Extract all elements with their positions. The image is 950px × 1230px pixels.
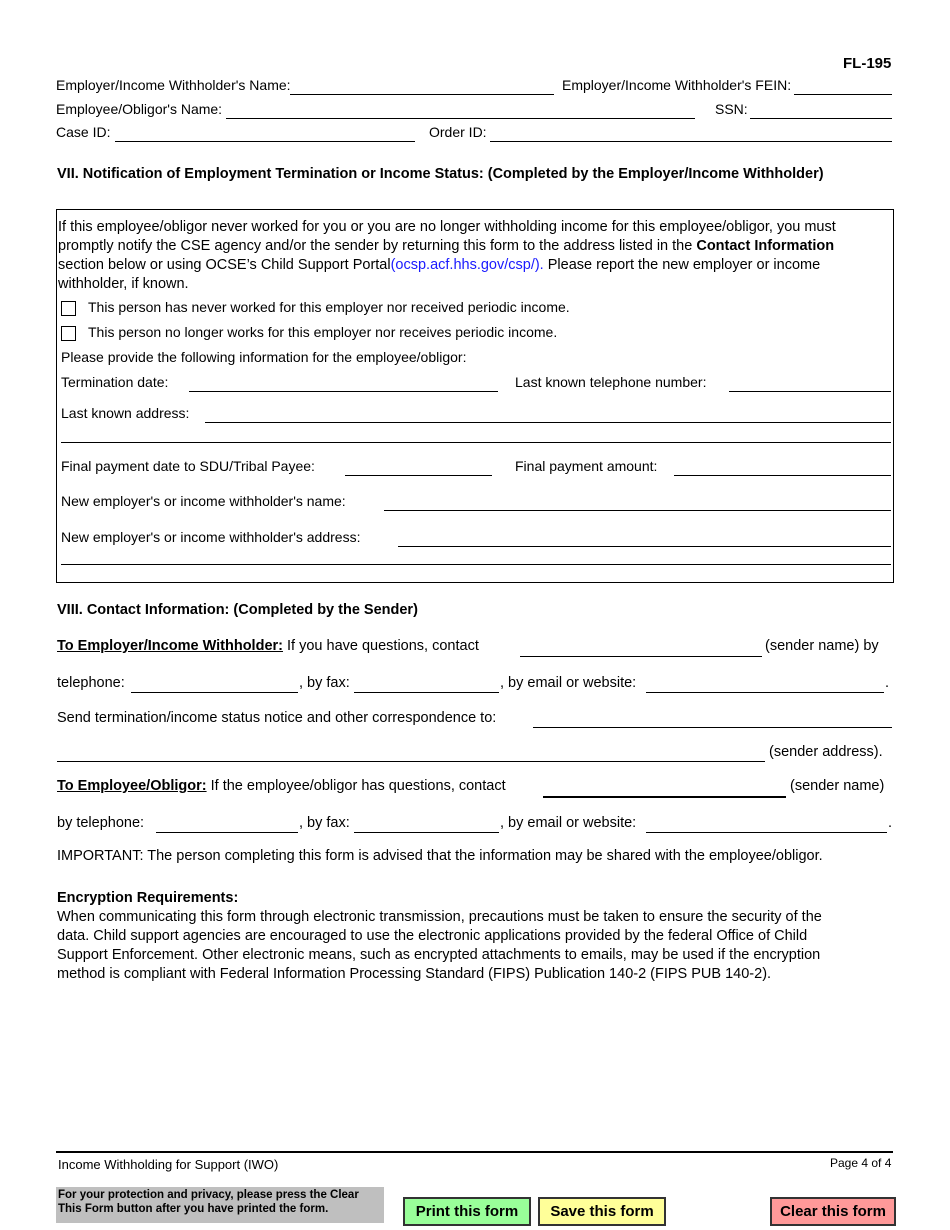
privacy-notice [56, 1187, 384, 1223]
form-id: FL-195 [843, 55, 892, 72]
encryption-line-2: data. Child support agencies are encouraged to use the electronic applications provided by the federal Office of Child [57, 928, 808, 944]
final-payment-amount-label: Final payment amount: [515, 458, 658, 474]
case-id-field[interactable] [115, 141, 415, 142]
privacy-line-2: This Form button after you have printed the form. [58, 1203, 329, 1215]
sender-address-field[interactable] [57, 761, 765, 762]
telephone-label: telephone: [57, 675, 125, 691]
last-phone-label: Last known telephone number: [515, 374, 707, 390]
no-longer-works-checkbox[interactable] [61, 326, 76, 341]
important-notice: IMPORTANT: The person completing this form is advised that the information may be shared with the employee/obligor. [57, 848, 823, 864]
save-form-button[interactable]: Save this form [538, 1197, 666, 1226]
new-employer-address-field[interactable] [398, 546, 891, 547]
never-worked-label: This person has never worked for this employer nor received periodic income. [88, 299, 570, 315]
employee-email-field[interactable] [646, 832, 887, 833]
sender-name-text: (sender name) [790, 778, 885, 794]
final-payment-date-field[interactable] [345, 475, 492, 476]
by-telephone-label: by telephone: [57, 815, 145, 831]
last-phone-field[interactable] [729, 391, 891, 392]
encryption-text [57, 908, 891, 984]
employer-email-period: . [885, 675, 890, 691]
employer-fein-label: Employer/Income Withholder's FEIN: [562, 77, 792, 93]
print-form-button[interactable]: Print this form [403, 1197, 531, 1226]
section7-intro [58, 218, 892, 294]
sender-name-by-text: (sender name) by [765, 638, 879, 654]
order-id-label: Order ID: [429, 124, 487, 140]
encryption-line-1: When communicating this form through electronic transmission, precautions must be taken to ensure the security of the [57, 909, 822, 925]
contact-info-ref: Contact Information [696, 238, 835, 254]
employee-contact-row [57, 778, 506, 794]
intro-line-2 [58, 237, 892, 256]
footer-form-title: Income Withholding for Support (IWO) [58, 1157, 279, 1172]
by-email-label: , by email or website: [500, 675, 637, 691]
final-payment-amount-field[interactable] [674, 475, 891, 476]
employee-by-email-label: , by email or website: [500, 815, 637, 831]
ssn-field[interactable] [750, 118, 892, 119]
no-longer-works-label: This person no longer works for this employer nor receives periodic income. [88, 324, 558, 340]
sender-address-text: (sender address). [769, 744, 883, 760]
by-fax-label: , by fax: [299, 675, 350, 691]
ssn-label: SSN: [715, 101, 748, 117]
employee-by-fax-label: , by fax: [299, 815, 350, 831]
last-address-label: Last known address: [61, 405, 190, 421]
new-employer-address-label: New employer's or income withholder's address: [61, 529, 361, 545]
employee-fax-field[interactable] [354, 832, 499, 833]
new-employer-address-field-2[interactable] [61, 564, 891, 565]
to-employer-label: To Employer/Income Withholder: [57, 638, 283, 654]
employer-telephone-field[interactable] [131, 692, 298, 693]
never-worked-checkbox[interactable] [61, 301, 76, 316]
employer-name-label: Employer/Income Withholder's Name: [56, 77, 291, 93]
employer-contact-row [57, 638, 479, 654]
intro-line-1: If this employee/obligor never worked for you or you are no longer withholding income for this employee/obligor, you must [58, 219, 836, 235]
send-notice-label: Send termination/income status notice and other correspondence to: [57, 710, 497, 726]
section8-title: VIII. Contact Information: (Completed by the Sender) [57, 602, 418, 618]
employee-telephone-field[interactable] [156, 832, 298, 833]
employer-questions-text: If you have questions, contact [287, 638, 479, 654]
termination-date-field[interactable] [189, 391, 498, 392]
portal-link[interactable]: (ocsp.acf.hhs.gov/csp/). [390, 257, 544, 273]
termination-date-label: Termination date: [61, 374, 169, 390]
new-employer-name-field[interactable] [384, 510, 891, 511]
intro-line-3-text: section below or using OCSE’s Child Support Portal [58, 257, 391, 273]
last-address-field-2[interactable] [61, 442, 891, 443]
to-employee-label: To Employee/Obligor: [57, 778, 207, 794]
employer-fax-field[interactable] [354, 692, 499, 693]
footer-divider [56, 1151, 893, 1153]
order-id-field[interactable] [490, 141, 892, 142]
employee-name-label: Employee/Obligor's Name: [56, 101, 223, 117]
section7-title: VII. Notification of Employment Termination or Income Status: (Completed by the Employer/Income Withholder) [57, 166, 824, 182]
final-payment-date-label: Final payment date to SDU/Tribal Payee: [61, 458, 315, 474]
encryption-line-4: method is compliant with Federal Information Processing Standard (FIPS) Publication 140-2 (FIPS PUB 140-2). [57, 966, 772, 982]
send-notice-field[interactable] [533, 727, 892, 728]
intro-line-3-rest: Please report the new employer or income [547, 257, 821, 273]
intro-line-2-text: promptly notify the CSE agency and/or the sender by returning this form to the address listed in the [58, 238, 693, 254]
employee-sender-name-field[interactable] [543, 796, 786, 798]
case-id-label: Case ID: [56, 124, 111, 140]
encryption-title: Encryption Requirements: [57, 890, 239, 906]
employee-name-field[interactable] [226, 118, 695, 119]
employee-questions-text: If the employee/obligor has questions, contact [210, 778, 506, 794]
employer-fein-field[interactable] [794, 94, 892, 95]
provide-info-text: Please provide the following information for the employee/obligor: [61, 349, 467, 365]
employer-name-field[interactable] [290, 94, 554, 95]
intro-line-3 [58, 256, 892, 275]
privacy-line-1: For your protection and privacy, please press the Clear [58, 1189, 359, 1201]
employer-email-field[interactable] [646, 692, 884, 693]
footer-page-number: Page 4 of 4 [830, 1156, 892, 1170]
clear-form-button[interactable]: Clear this form [770, 1197, 896, 1226]
new-employer-name-label: New employer's or income withholder's name: [61, 493, 346, 509]
encryption-line-3: Support Enforcement. Other electronic means, such as encrypted attachments to emails, may be used if the encryption [57, 947, 821, 963]
intro-line-4: withholder, if known. [58, 276, 189, 292]
last-address-field[interactable] [205, 422, 891, 423]
employee-email-period: . [888, 815, 893, 831]
employer-sender-name-field[interactable] [520, 656, 762, 657]
